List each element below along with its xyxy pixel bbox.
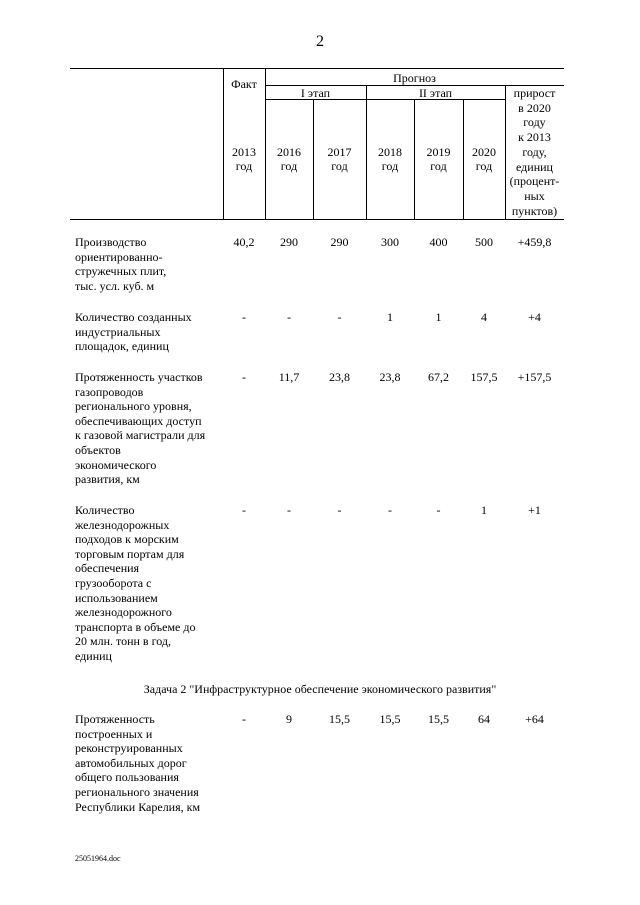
row5-2013: - (242, 712, 246, 726)
row2-2017: - (337, 310, 342, 324)
row2-2019: 1 (435, 310, 442, 324)
row2-2020: 4 (481, 310, 487, 324)
table-top-rule (70, 68, 564, 69)
row1-growth: +459,8 (517, 235, 552, 249)
row5-2016: 9 (286, 712, 292, 726)
row1-2013: 40,2 (233, 235, 255, 249)
header-growth: прирост в 2020 году к 2013 году, единиц (процент- ных пунктов) (509, 86, 560, 218)
row2-2013: - (242, 310, 246, 324)
row4-2017: - (337, 503, 342, 517)
row1-2016: 290 (280, 235, 298, 249)
row3-growth: +157,5 (517, 370, 552, 384)
row1-2020: 500 (475, 235, 493, 249)
row3-2017: 23,8 (329, 370, 350, 384)
row5-2018: 15,5 (379, 712, 401, 726)
row4-2018: - (388, 503, 392, 517)
header-bottom-rule (70, 219, 564, 220)
row-label-gas-pipelines: Протяженность участков газопроводов регионального уровня, обеспечивающих доступ к газовой магистрали для объектов экономического развития, км (75, 370, 206, 487)
row4-2020: 1 (481, 503, 487, 517)
row-label-osb: Производство ориентированно- стружечных плит, тыс. усл. куб. м (75, 235, 167, 293)
row1-2019: 400 (429, 235, 448, 249)
header-forecast: Прогноз (393, 71, 436, 85)
header-year-2020: 2020 год (472, 145, 496, 173)
row1-2017: 290 (330, 235, 349, 249)
header-year-2016: 2016 год (277, 145, 301, 173)
row3-2020: 157,5 (470, 370, 498, 384)
row3-2013: - (242, 370, 246, 384)
row-label-roads: Протяженность построенных и реконструированных автомобильных дорог общего пользования регионального значения Республики Карелия, км (75, 712, 201, 814)
row5-2017: 15,5 (329, 712, 350, 726)
row5-growth: +64 (525, 712, 544, 726)
row4-growth: +1 (528, 503, 541, 517)
row5-2019: 15,5 (428, 712, 449, 726)
header-year-2018: 2018 год (378, 145, 402, 173)
row4-2019: - (436, 503, 441, 517)
row-label-industrial-sites: Количество созданных индустриальных площадок, единиц (75, 310, 192, 354)
header-stage1: I этап (300, 86, 331, 100)
row2-2016: - (287, 310, 291, 324)
page-number: 2 (316, 33, 324, 50)
row3-2016: 11,7 (278, 370, 300, 384)
row3-2019: 67,2 (428, 370, 449, 384)
row2-2018: 1 (387, 310, 393, 324)
header-year-2019: 2019 год (426, 145, 451, 173)
row2-growth: +4 (528, 310, 541, 324)
row5-2020: 64 (478, 712, 490, 726)
header-year-2017: 2017 год (327, 145, 352, 173)
row3-2018: 23,8 (379, 370, 401, 384)
header-fact: Факт (231, 77, 257, 91)
row-label-railway-approaches: Количество железнодорожных подходов к морским торговым портам для обеспечения грузооборота с использованием железнодорожного транспорта в объеме до 20 млн. тонн в год, единиц (75, 503, 196, 663)
row4-2016: - (287, 503, 291, 517)
row4-2013: - (242, 503, 246, 517)
file-name: 25051964.doc (75, 854, 121, 863)
row1-2018: 300 (381, 235, 399, 249)
task2-heading: Задача 2 "Инфраструктурное обеспечение экономического развития" (143, 682, 497, 696)
header-year-2013: 2013 год (232, 145, 256, 173)
header-stage2: II этап (418, 86, 453, 100)
